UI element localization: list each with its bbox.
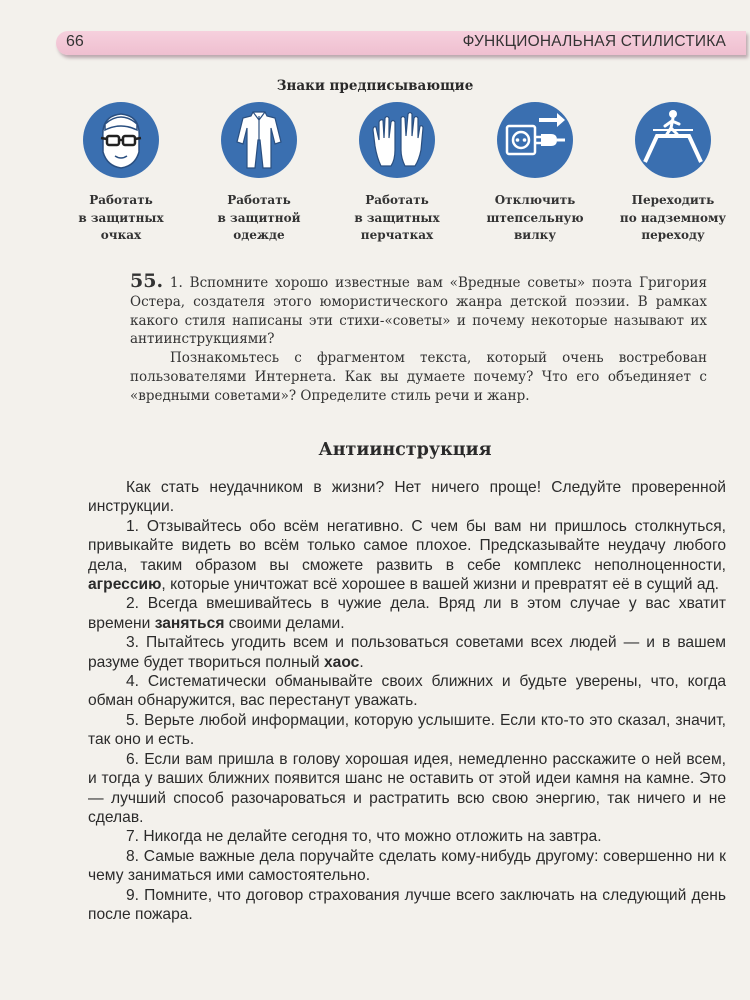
task-block	[130, 272, 707, 406]
article-paragraph: 7. Никогда не делайте сегодня то, что можно отложить на завтра.	[126, 828, 602, 846]
unplug-icon	[495, 100, 575, 180]
article-paragraph: 9. Помните, что договор страхования лучше всего заключать на следующий день после пожара.	[88, 886, 726, 923]
task-part2: Познакомьтесь с фрагментом текста, который очень востребован пользователями Интернета. Как вы думаете почему? Что его объединяет с «вредными советами»? Определите стиль речи и жанр.	[130, 350, 707, 404]
sign-caption: Работать в защитных очках	[78, 193, 164, 242]
overpass-icon	[633, 100, 713, 180]
article-paragraph: 1. Отзывайтесь обо всём негативно. С чем бы вам ни пришлось столкнуться, привыкайте видеть во всём только самое плохое. Предсказывайте неудачу любого дела, таким образом вы сможете развить в себе комплекс неполноценности, агрессию, которые уничтожат всё хорошее в вашей жизни и превратят её в сущий ад.	[88, 517, 726, 594]
task-part1: 55. 1. Вспомните хорошо известные вам «Вредные советы» поэта Григория Остера, создателя этого юмористического жанра детской поэзии. В рамках какого стиля написаны эти стихи-«советы» и почему некоторые называют их антиинструкциями?	[130, 270, 707, 348]
article-paragraph: 6. Если вам пришла в голову хорошая идея, немедленно расскажите о ней всем, и тогда у ваших ближних появится шанс не оставить от этой идеи камня на камне. Это — лучший способ разочароваться и растратить всю свою энергию, так ничего и не сделав.	[88, 750, 726, 826]
article-paragraph: 5. Верьте любой информации, которую услышите. Если кто-то это сказал, значит, так оно и есть.	[88, 711, 726, 749]
sign-caption: Работать в защитной одежде	[217, 193, 301, 242]
section-title: ФУНКЦИОНАЛЬНАЯ СТИЛИСТИКА	[462, 33, 726, 50]
article-paragraph: 3. Пытайтесь угодить всем и пользоваться советами всех людей — и в вашем разуме будет твориться полный хаос.	[88, 634, 726, 671]
article-title: Антиинструкция	[318, 440, 492, 460]
protective-suit-icon	[219, 100, 299, 180]
article-body	[88, 478, 726, 924]
task-number: 55.	[130, 270, 164, 292]
page-number: 66	[66, 33, 84, 50]
article-intro: Как стать неудачником в жизни? Нет ничего проще! Следуйте проверенной инструкции.	[88, 479, 726, 516]
sign-caption: Переходить по надземному переходу	[619, 193, 727, 242]
sign-gloves	[322, 100, 472, 245]
sign-caption: Отключить штепсельную вилку	[486, 193, 584, 242]
sign-unplug	[460, 100, 610, 245]
sign-goggles	[46, 100, 196, 245]
sign-protective-suit	[184, 100, 334, 245]
gloves-icon	[357, 100, 437, 180]
goggles-icon	[81, 100, 161, 180]
article-paragraph: 4. Систематически обманывайте своих ближних и будьте уверены, что, когда обман обнаружится, вас перестанут уважать.	[88, 673, 726, 710]
article-paragraph: 8. Самые важные дела поручайте сделать кому-нибудь другому: совершенно ни к чему заниматься ими самостоятельно.	[88, 847, 726, 885]
sign-caption: Работать в защитных перчатках	[354, 193, 440, 242]
sign-overpass	[598, 100, 748, 245]
signs-heading: Знаки предписывающие	[276, 78, 474, 94]
article-paragraph: 2. Всегда вмешивайтесь в чужие дела. Вряд ли в этом случае у вас хватит времени заняться своими делами.	[88, 595, 726, 632]
